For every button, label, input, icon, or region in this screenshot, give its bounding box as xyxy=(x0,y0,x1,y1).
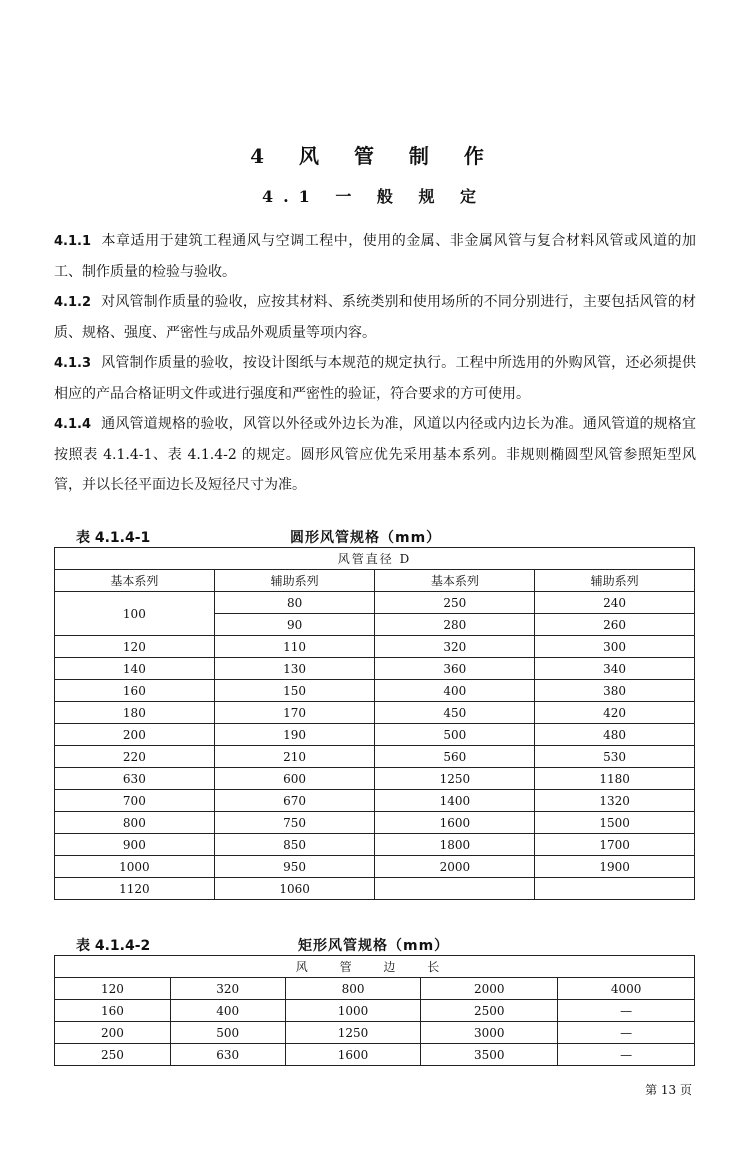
table-cell: 670 xyxy=(214,790,375,812)
clause-list xyxy=(54,226,696,500)
table-cell: 320 xyxy=(375,636,535,658)
column-header: 辅助系列 xyxy=(535,570,695,592)
table-cell: 150 xyxy=(214,680,375,702)
table-cell: 250 xyxy=(55,1044,171,1066)
table-cell: 170 xyxy=(214,702,375,724)
table-row xyxy=(55,978,695,1000)
table-cell: 80 xyxy=(214,592,375,614)
table-cell: 420 xyxy=(535,702,695,724)
table-row xyxy=(55,724,695,746)
table-cell: 240 xyxy=(535,592,695,614)
table-cell: 380 xyxy=(535,680,695,702)
table-cell xyxy=(535,878,695,900)
table-cell: 1600 xyxy=(375,812,535,834)
table-cell: 180 xyxy=(55,702,215,724)
clause-number: 4.1.4 xyxy=(54,417,92,432)
table1-number: 表 4.1.4-1 xyxy=(76,530,151,546)
table-cell: 400 xyxy=(375,680,535,702)
table-cell: 900 xyxy=(55,834,215,856)
table-cell: 120 xyxy=(55,636,215,658)
table-cell: 630 xyxy=(55,768,215,790)
table-cell: 2000 xyxy=(421,978,558,1000)
table-cell: 1700 xyxy=(535,834,695,856)
table-cell: — xyxy=(558,1044,695,1066)
clause-number: 4.1.1 xyxy=(54,234,92,249)
table-cell: 90 xyxy=(214,614,375,636)
table-cell: 130 xyxy=(214,658,375,680)
table-cell: 1320 xyxy=(535,790,695,812)
table-cell: 2500 xyxy=(421,1000,558,1022)
table-cell: 800 xyxy=(285,978,421,1000)
table-row xyxy=(55,856,695,878)
table-cell: 210 xyxy=(214,746,375,768)
table-cell: 480 xyxy=(535,724,695,746)
table-cell: 2000 xyxy=(375,856,535,878)
clause-text: 对风管制作质量的验收，应按其材料、系统类别和使用场所的不同分别进行，主要包括风管的材质、规格、强度、严密性与成品外观质量等项内容。 xyxy=(54,294,696,341)
table-cell: 160 xyxy=(55,1000,171,1022)
table-cell: 530 xyxy=(535,746,695,768)
table-cell: 1800 xyxy=(375,834,535,856)
clause-text: 本章适用于建筑工程通风与空调工程中，使用的金属、非金属风管与复合材料风管或风道的加工、制作质量的检验与验收。 xyxy=(54,233,696,280)
table-cell: 1060 xyxy=(214,878,375,900)
table2-span-header: 风 管 边 长 xyxy=(55,956,695,978)
rectangular-duct-table xyxy=(54,955,695,1066)
table-cell: 280 xyxy=(375,614,535,636)
table-cell: 560 xyxy=(375,746,535,768)
table-cell: 360 xyxy=(375,658,535,680)
table-cell: 1000 xyxy=(55,856,215,878)
table-row xyxy=(55,834,695,856)
table-cell: 1180 xyxy=(535,768,695,790)
table-cell: 750 xyxy=(214,812,375,834)
table-cell: 3000 xyxy=(421,1022,558,1044)
table-cell: 320 xyxy=(170,978,285,1000)
table-cell: 400 xyxy=(170,1000,285,1022)
clause-number: 4.1.3 xyxy=(54,356,92,371)
table-cell: 1500 xyxy=(535,812,695,834)
table-cell: 850 xyxy=(214,834,375,856)
table-cell: 500 xyxy=(170,1022,285,1044)
table-row xyxy=(55,768,695,790)
column-header: 基本系列 xyxy=(55,570,215,592)
table-cell: 1400 xyxy=(375,790,535,812)
table-row xyxy=(55,680,695,702)
table-row xyxy=(55,636,695,658)
table-cell: 4000 xyxy=(558,978,695,1000)
table-cell: 140 xyxy=(55,658,215,680)
table-cell: 1120 xyxy=(55,878,215,900)
table1-header-row xyxy=(55,570,695,592)
table-cell: 120 xyxy=(55,978,171,1000)
clause xyxy=(54,226,696,287)
table-cell: 1900 xyxy=(535,856,695,878)
column-header: 辅助系列 xyxy=(214,570,375,592)
clause xyxy=(54,348,696,409)
table-cell: — xyxy=(558,1000,695,1022)
table-row xyxy=(55,790,695,812)
table-cell: 950 xyxy=(214,856,375,878)
table-cell: 340 xyxy=(535,658,695,680)
table-cell: 220 xyxy=(55,746,215,768)
table-cell: 110 xyxy=(214,636,375,658)
table-row xyxy=(55,702,695,724)
table-cell: 600 xyxy=(214,768,375,790)
table-cell: 450 xyxy=(375,702,535,724)
table-cell: 1600 xyxy=(285,1044,421,1066)
table2-number: 表 4.1.4-2 xyxy=(76,938,151,954)
chapter-title: 4 风 管 制 作 xyxy=(250,144,498,168)
section-title: 4.1 一 般 规 定 xyxy=(261,187,487,206)
table-row xyxy=(55,658,695,680)
table-row xyxy=(55,878,695,900)
table-row xyxy=(55,746,695,768)
table-cell: 200 xyxy=(55,1022,171,1044)
table1-span-header: 风管直径 D xyxy=(55,548,695,570)
clause-number: 4.1.2 xyxy=(54,295,92,310)
column-header: 基本系列 xyxy=(375,570,535,592)
table-row xyxy=(55,592,695,614)
table-cell: 700 xyxy=(55,790,215,812)
table-row xyxy=(55,1000,695,1022)
clause-text: 通风管道规格的验收，风管以外径或外边长为准，风道以内径或内边长为准。通风管道的规格宜按照表 4.1.4-1、表 4.1.4-2 的规定。圆形风管应优先采用基本系列。非规则椭圆型风管参照矩型风管，并以长径平面边长及短径尺寸为准。 xyxy=(54,416,696,493)
table-cell xyxy=(375,878,535,900)
table-row xyxy=(55,1044,695,1066)
table-row xyxy=(55,1022,695,1044)
table-cell: 1250 xyxy=(285,1022,421,1044)
table-row xyxy=(55,812,695,834)
page-number: 第 13 页 xyxy=(645,1083,692,1097)
table-cell: 100 xyxy=(55,592,215,636)
table-cell: 1000 xyxy=(285,1000,421,1022)
clause xyxy=(54,287,696,348)
table-cell: 200 xyxy=(55,724,215,746)
table-cell: 3500 xyxy=(421,1044,558,1066)
table1-title: 圆形风管规格（mm） xyxy=(290,530,442,546)
table-cell: 630 xyxy=(170,1044,285,1066)
table-cell: 160 xyxy=(55,680,215,702)
table-cell: 500 xyxy=(375,724,535,746)
table-cell: 1250 xyxy=(375,768,535,790)
table-cell: 190 xyxy=(214,724,375,746)
table2-title: 矩形风管规格（mm） xyxy=(298,938,450,954)
table-cell: 300 xyxy=(535,636,695,658)
table-cell: 800 xyxy=(55,812,215,834)
table-cell: — xyxy=(558,1022,695,1044)
clause-text: 风管制作质量的验收，按设计图纸与本规范的规定执行。工程中所选用的外购风管，还必须提供相应的产品合格证明文件或进行强度和严密性的验证，符合要求的方可使用。 xyxy=(54,355,696,402)
table-cell: 250 xyxy=(375,592,535,614)
clause xyxy=(54,409,696,500)
round-duct-table xyxy=(54,547,695,900)
table-cell: 260 xyxy=(535,614,695,636)
